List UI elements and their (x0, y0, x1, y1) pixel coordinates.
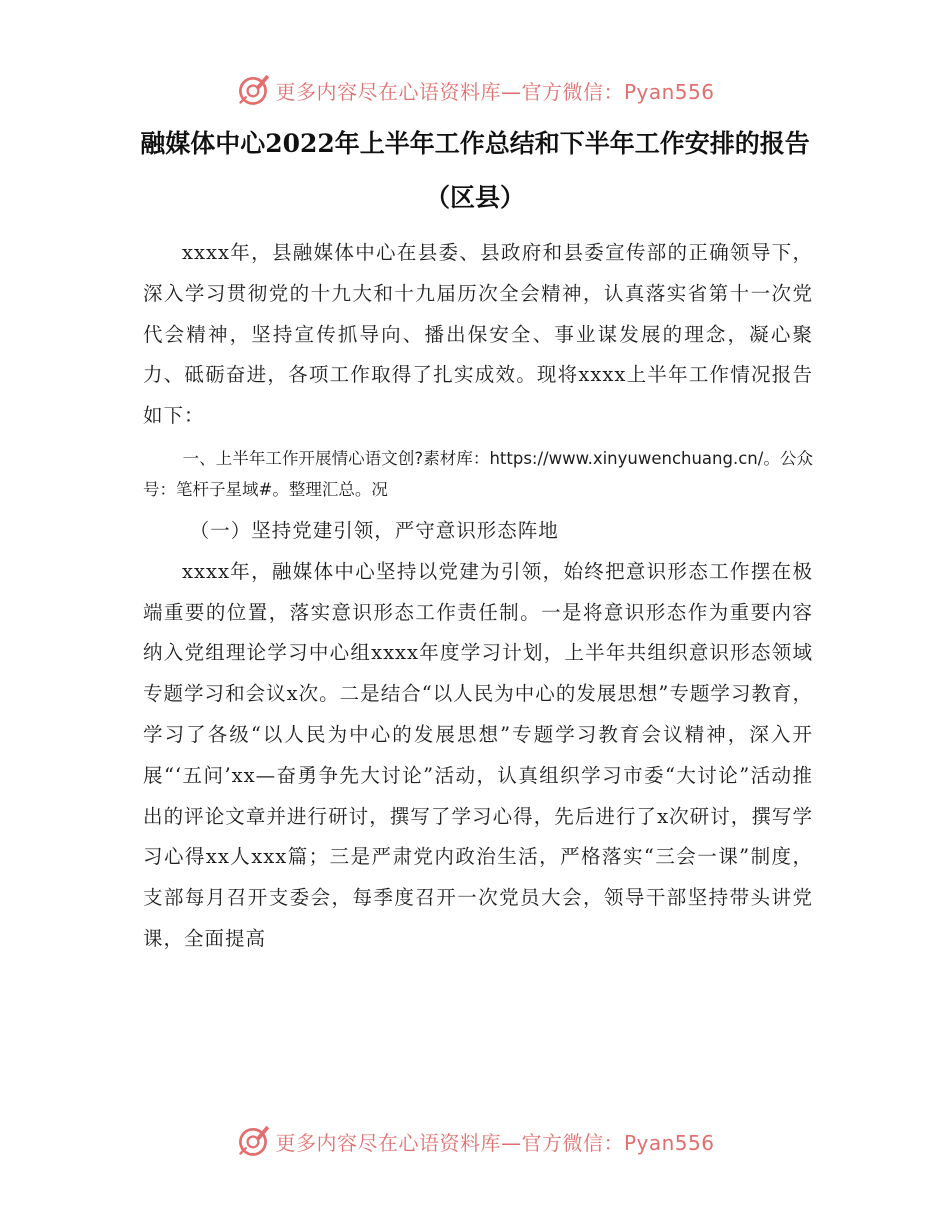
section-heading: 一、上半年工作开展情心语文创?素材库：https://www.xinyuwenchuang.cn/。公众号：笔杆子星域#。整理汇总。况 (143, 448, 813, 499)
subsection-heading: （一）坚持党建引领，严守意识形态阵地 (189, 518, 559, 542)
watermark-text: 更多内容尽在心语资料库—官方微信：Pyan556 (275, 1130, 715, 1155)
watermark-text: 更多内容尽在心语资料库—官方微信：Pyan556 (275, 79, 715, 104)
document-body (143, 233, 813, 960)
watermark-footer (0, 1121, 950, 1161)
pen-logo-icon (235, 72, 271, 108)
pen-logo-icon (235, 1123, 271, 1159)
watermark-header (0, 70, 950, 110)
document-title: 融媒体中心2022年上半年工作总结和下半年工作安排的报告 (140, 129, 810, 158)
body-paragraph: xxxx年，融媒体中心坚持以党建为引领，始终把意识形态工作摆在极端重要的位置，落实意识形态工作责任制。一是将意识形态作为重要内容纳入党组理论学习中心组xxxx年度学习计划，上半年共组织意识形态领域专题学习和会议x次。二是结合“以人民为中心的发展思想”专题学习教育，学习了各级“以人民为中心的发展思想”专题学习教育会议精神，深入开展“‘五问’xx—奋勇争先大讨论”活动，认真组织学习市委“大讨论”活动推出的评论文章并进行研讨，撰写了学习心得，先后进行了x次研讨，撰写学习心得xx人xxx篇；三是严肃党内政治生活，严格落实“三会一课”制度，支部每月召开支委会，每季度召开一次党员大会，领导干部坚持带头讲党课，全面提高 (143, 559, 813, 950)
intro-paragraph: xxxx年，县融媒体中心在县委、县政府和县委宣传部的正确领导下，深入学习贯彻党的十九大和十九届历次全会精神，认真落实省第十一次党代会精神，坚持宣传抓导向、播出保安全、事业谋发展的理念，凝心聚力、砥砺奋进，各项工作取得了扎实成效。现将xxxx上半年工作情况报告如下： (143, 241, 813, 428)
document-subtitle: （区县） (424, 183, 525, 212)
